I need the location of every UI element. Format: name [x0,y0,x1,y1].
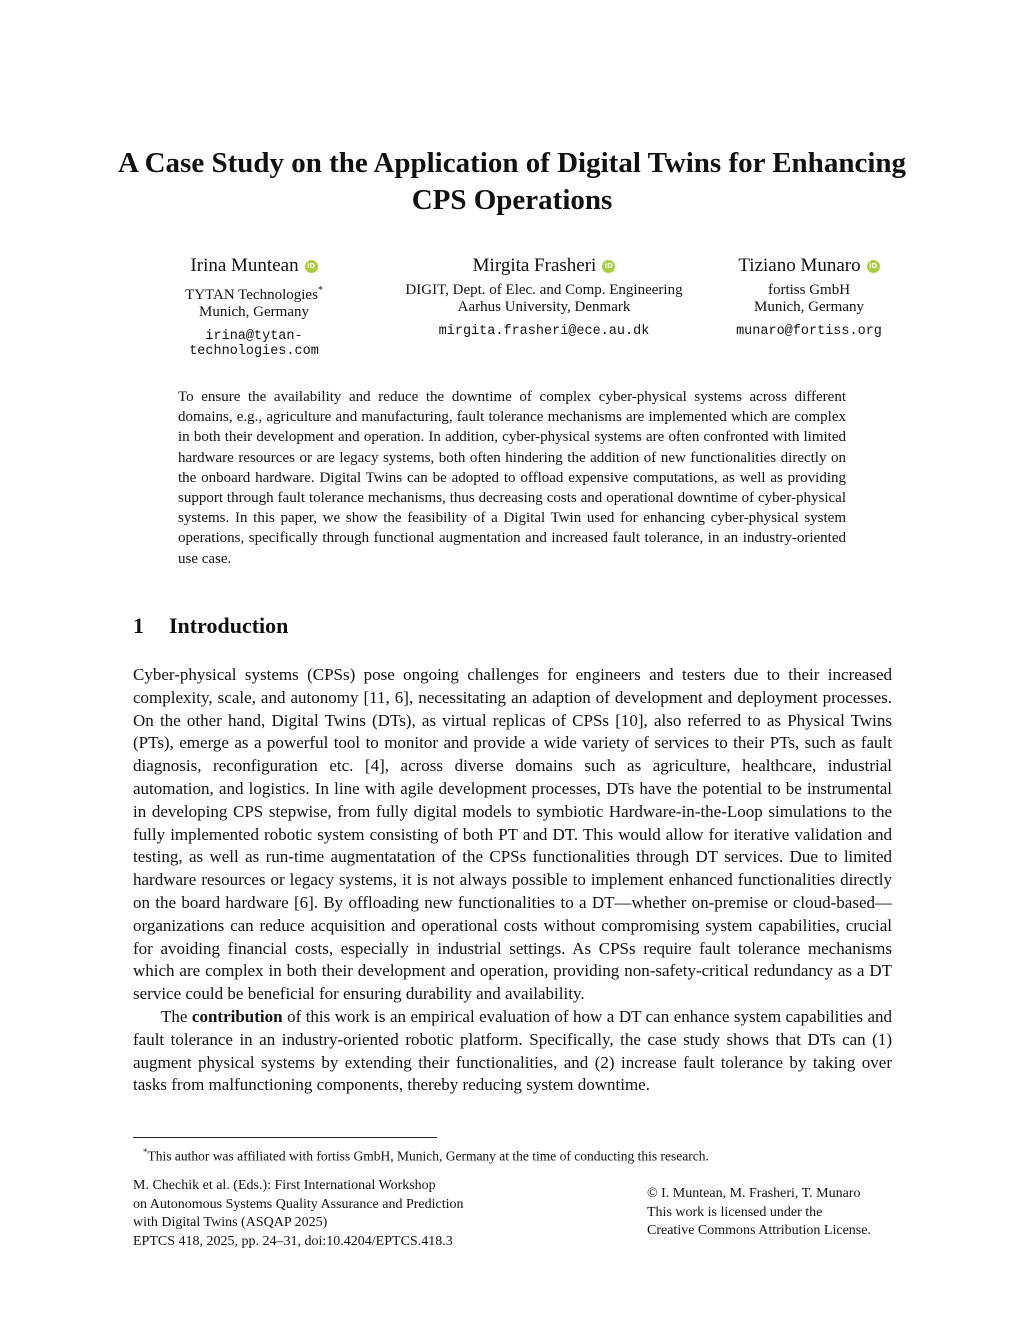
author-name: Tiziano Munaro [738,255,861,276]
section-heading [133,613,288,639]
section-number: 1 [133,613,144,638]
author-email: munaro@fortiss.org [736,324,882,339]
orcid-icon[interactable]: iD [867,260,880,273]
author-name-line [473,254,616,278]
doi-line[interactable]: EPTCS 418, 2025, pp. 24–31, doi:10.4204/EPTCS.418.3 [133,1233,453,1249]
venue-info: M. Chechik et al. (Eds.): First International Workshop on Autonomous Systems Quality Assurance and Prediction with Digital Twins (ASQAP 2025) EPTCS 418, 2025, pp. 24–31, doi:10.4204/EPTCS.418.3 [133,1177,464,1251]
paper-title: A Case Study on the Application of Digital Twins for Enhancing CPS Operations [118,147,906,216]
paragraph: Cyber-physical systems (CPSs) pose ongoing challenges for engineers and testers due to their increased complexity, scale, and autonomy [11, 6], necessitating an adaption of development and deployment processes. On the other hand, Digital Twins (DTs), as virtual replicas of CPSs [10], also referred to as Physical Twins (PTs), emerge as a powerful tool to monitor and provide a wide variety of services to their PTs, such as fault diagnosis, reconfiguration etc. [4], across diverse domains such as agriculture, healthcare, industrial automation, and logistics. In line with agile development processes, DTs have the potential to be instrumental in developing CPS stepwise, from fully digital models to symbiotic Hardware-in-the-Loop simulations to the fully implemented robotic system consisting of both PT and DT. This would allow for iterative validation and testing, as well as run-time augmentatation of the CPSs functionalities through DT services. Due to limited hardware resources or legacy systems, it is not always possible to implement enhanced functionalities directly on the board hardware [6]. By offloading new functionalities to a DT—whether on-premise or cloud-based—organizations can reduce acquisition and operational costs without compromising system capabilities, crucial for avoiding financial costs, especially in industrial settings. As CPSs require fault tolerance mechanisms which are complex in both their development and operation, providing non-safety-critical redundancy as a DT service could be beneficial for ensuring durability and availability. [133,665,892,1004]
author-name: Mirgita Frasheri [472,255,597,276]
section-body [133,664,892,1097]
footnote-divider [133,1137,437,1138]
author-name: Irina Muntean [190,255,299,276]
author-block [143,254,365,359]
affiliation-footnote-mark: * [317,285,323,296]
abstract: To ensure the availability and reduce the downtime of complex cyber-physical systems across different domains, e.g., agriculture and manufacturing, fault tolerance mechanisms are implemented which are complex in both their development and operation. In addition, cyber-physical systems are often confronted with limited hardware resources or are legacy systems, both often hindering the addition of new functionalities directly on the onboard hardware. Digital Twins can be adopted to offload expensive computations, as well as providing support through fault tolerance mechanisms, thus decreasing costs and operational downtime of cyber-physical systems. In this paper, we show the feasibility of a Digital Twin used for enhancing cyber-physical system operations, specifically through functional augmentation and increased fault tolerance, in an industry-oriented use case. [178,389,846,567]
author-email: mirgita.frasheri@ece.au.dk [438,324,650,339]
author-email: irina@tytan-technologies.com [189,329,319,359]
author-affiliation: TYTAN Technologies* Munich, Germany [185,285,323,320]
author-name-line [738,254,879,278]
orcid-icon[interactable]: iD [602,260,615,273]
orcid-icon[interactable]: iD [305,260,318,273]
paragraph: The contribution of this work is an empirical evaluation of how a DT can enhance system capabilities and fault tolerance in an industry-oriented robotic platform. Specifically, the case study shows that DTs can (1) augment physical systems by extending their functionalities, and (2) increase fault tolerance by taking over tasks from malfunctioning components, thereby reducing system downtime. [133,1006,892,1095]
author-block [728,254,890,339]
author-block [398,254,690,339]
footnote: *This author was affiliated with fortiss GmbH, Munich, Germany at the time of conducting this research. [143,1147,709,1164]
author-affiliation: DIGIT, Dept. of Elec. and Comp. Engineering Aarhus University, Denmark [405,282,683,315]
author-name-line [190,254,317,278]
author-affiliation: fortiss GmbH Munich, Germany [754,282,864,315]
footnote-mark: * [143,1147,148,1157]
license-info: © I. Muntean, M. Frasheri, T. Munaro This work is licensed under the Creative Commons Attribution License. [647,1185,871,1241]
section-title: Introduction [169,613,289,638]
license-link[interactable]: Creative Commons Attribution License. [647,1223,871,1238]
emphasis: contribution [191,1006,283,1026]
